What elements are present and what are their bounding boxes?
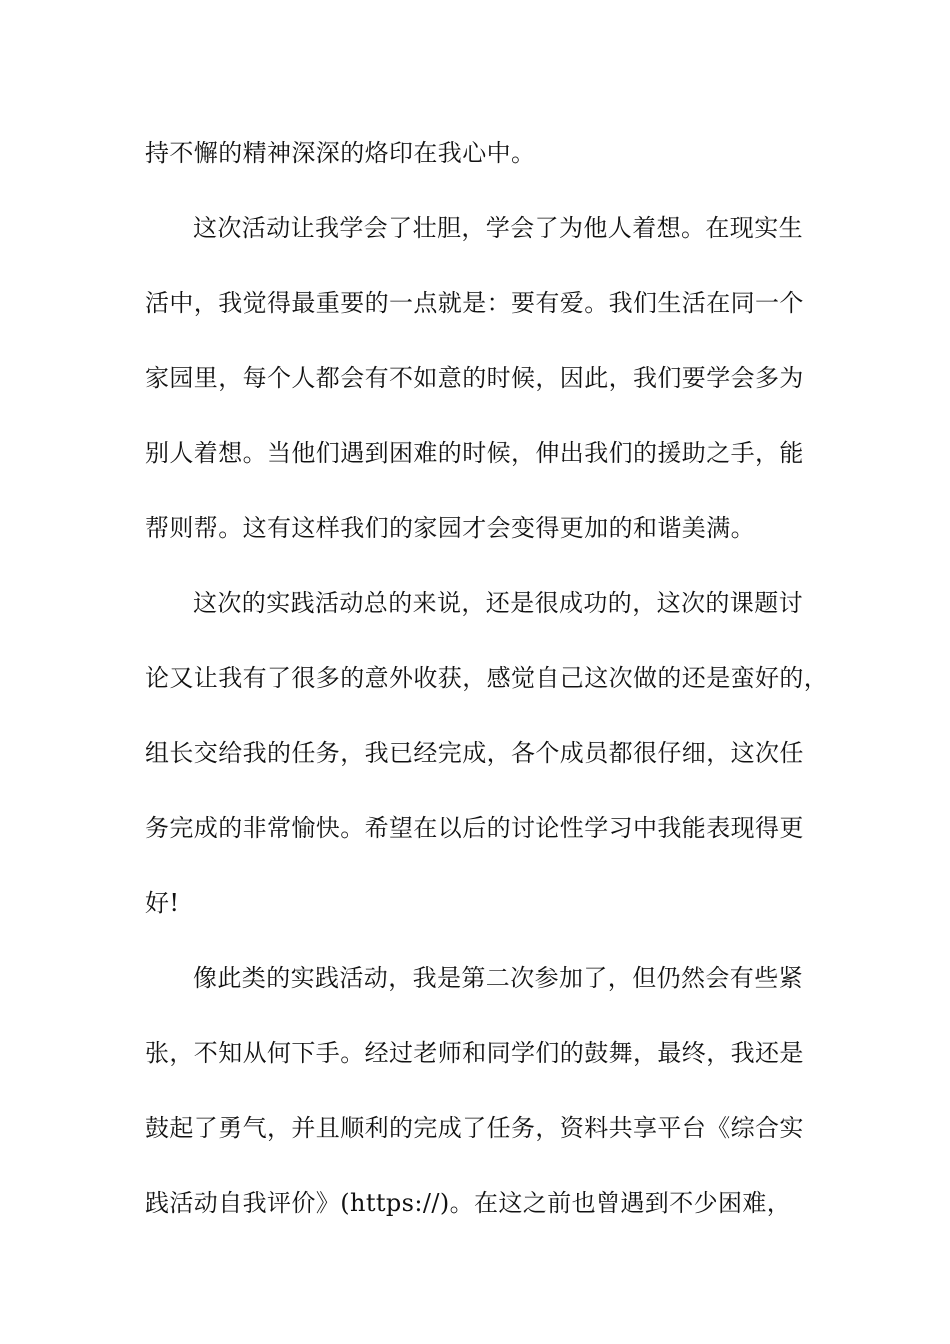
text-line: 帮则帮。这有这样我们的家园才会变得更加的和谐美满。: [145, 514, 755, 542]
text-line: 张，不知从何下手。经过老师和同学们的鼓舞，最终，我还是: [145, 1039, 804, 1067]
text-line: 别人着想。当他们遇到困难的时候，伸出我们的援助之手，能: [145, 439, 804, 467]
text-line: 论又让我有了很多的意外收获，感觉自己这次做的还是蛮好的，: [145, 664, 829, 692]
text-line: 务完成的非常愉快。希望在以后的讨论性学习中我能表现得更: [145, 814, 804, 842]
text-line: 鼓起了勇气，并且顺利的完成了任务，资料共享平台《综合实: [145, 1114, 804, 1142]
text-line: 好!: [145, 889, 180, 917]
text-line: 活中，我觉得最重要的一点就是：要有爱。我们生活在同一个: [145, 289, 804, 317]
paragraph-first-line: 像此类的实践活动，我是第二次参加了，但仍然会有些紧: [193, 964, 803, 992]
paragraph-first-line: 这次的实践活动总的来说，还是很成功的，这次的课题讨: [193, 589, 803, 617]
paragraph-first-line: 这次活动让我学会了壮胆，学会了为他人着想。在现实生: [193, 214, 803, 242]
text-line: 家园里，每个人都会有不如意的时候，因此，我们要学会多为: [145, 364, 804, 392]
text-line: 持不懈的精神深深的烙印在我心中。: [145, 139, 536, 167]
text-line: 践活动自我评价》(https://)。在这之前也曾遇到不少困难，: [145, 1189, 792, 1217]
text-line: 组长交给我的任务，我已经完成，各个成员都很仔细，这次任: [145, 739, 804, 767]
